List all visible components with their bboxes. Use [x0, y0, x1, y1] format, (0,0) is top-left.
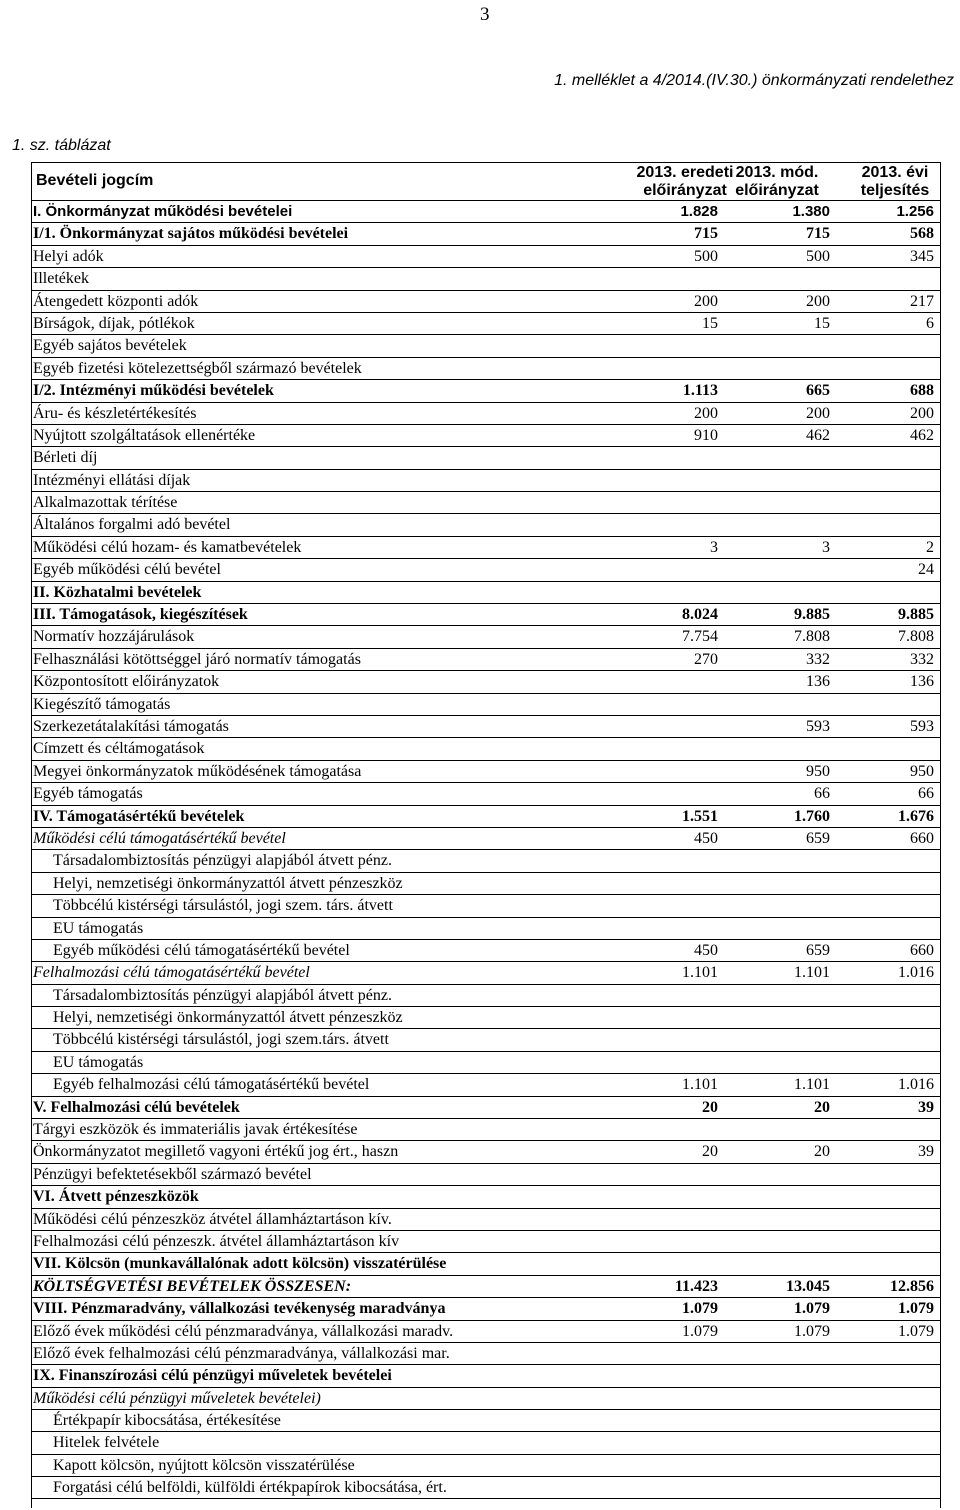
row-label: Felhasználási kötöttséggel járó normatív támogatás: [33, 650, 361, 668]
row-value-v3: 39: [918, 1143, 934, 1161]
table-row: [31, 1140, 940, 1162]
row-label: I/1. Önkormányzat sajátos működési bevételei: [33, 225, 349, 243]
row-value-v1: 11.423: [674, 1277, 718, 1295]
row-label: Alkalmazottak térítése: [33, 494, 178, 512]
table-row: [31, 849, 940, 871]
row-value-v1: 1.079: [682, 1322, 718, 1340]
table-row: [31, 379, 940, 401]
row-value-v2: 950: [806, 762, 830, 780]
table-row: [31, 737, 940, 759]
table-row: [31, 290, 940, 312]
row-value-v2: 1.079: [794, 1300, 830, 1318]
row-value-v2: 200: [806, 404, 830, 422]
row-value-v1: 3: [710, 538, 718, 556]
row-label: Címzett és céltámogatások: [33, 740, 205, 758]
row-label: Működési célú támogatásértékű bevétel: [33, 829, 286, 847]
row-label: V. Felhalmozási célú bevételek: [33, 1098, 240, 1116]
row-value-v1: 1.113: [682, 382, 718, 400]
row-label: Előző évek felhalmozási célú pénzmaradványa, vállalkozási mar.: [33, 1344, 450, 1362]
row-value-v2: 20: [814, 1098, 830, 1116]
table-row: [31, 894, 940, 916]
row-value-v3: 7.808: [898, 628, 934, 646]
row-label: Értékpapír kibocsátása, értékesítése: [53, 1412, 281, 1430]
row-label: Működési célú pénzügyi műveletek bevételei): [33, 1389, 321, 1407]
table-row: [31, 1364, 940, 1386]
row-label: Társadalombiztosítás pénzügyi alapjából átvett pénz.: [53, 852, 392, 870]
table-row: [31, 491, 940, 513]
table-row: [31, 805, 940, 827]
row-value-v2: 66: [814, 785, 830, 803]
table-row: [31, 1297, 940, 1319]
row-label: Szerkezetátalakítási támogatás: [33, 717, 229, 735]
row-label: Felhalmozási célú támogatásértékű bevétel: [33, 964, 310, 982]
table-row: [31, 1476, 940, 1498]
row-value-v1: 270: [694, 650, 718, 668]
table-row: [31, 558, 940, 580]
row-value-v3: 39: [918, 1098, 934, 1116]
table-border-right: [940, 162, 941, 1508]
header-original-estimate: 2013. eredeti előirányzat: [636, 164, 734, 199]
row-value-v2: 332: [806, 650, 830, 668]
row-label: EU támogatás: [53, 1053, 144, 1071]
table-row: [31, 1454, 940, 1476]
row-value-v1: 7.754: [682, 628, 718, 646]
header-modified-estimate: 2013. mód. előirányzat: [735, 164, 819, 199]
row-value-v2: 1.380: [792, 203, 830, 220]
table-row: [31, 760, 940, 782]
row-value-v1: 1.551: [682, 807, 718, 825]
table-row: [31, 1185, 940, 1207]
row-value-v2: 20: [814, 1143, 830, 1161]
row-label: Egyéb sajátos bevételek: [33, 337, 187, 355]
table-row: [31, 603, 940, 625]
row-label: VII. Kölcsön (munkavállalónak adott kölcsön) visszatérülése: [33, 1255, 447, 1273]
table-row: [31, 424, 940, 446]
row-label: Átengedett központi adók: [33, 292, 199, 310]
table-row: [31, 1387, 940, 1409]
row-label: Felhalmozási célú pénzeszk. átvétel államháztartáson kív: [33, 1232, 400, 1250]
row-label: KÖLTSÉGVETÉSI BEVÉTELEK ÖSSZESEN:: [33, 1277, 352, 1295]
row-value-v3: 345: [910, 247, 934, 265]
row-value-v3: 9.885: [898, 606, 934, 624]
table-row: [31, 939, 940, 961]
row-value-v3: 593: [910, 717, 934, 735]
row-label: Egyéb fizetési kötelezettségből származó bevételek: [33, 359, 362, 377]
table-row: [31, 1252, 940, 1274]
table-row: [31, 1006, 940, 1028]
table-row: [31, 1409, 940, 1431]
row-label: Társadalombiztosítás pénzügyi alapjából átvett pénz.: [53, 986, 392, 1004]
row-value-v1: 15: [702, 314, 718, 332]
row-value-v2: 1.101: [794, 964, 830, 982]
row-label: Bérleti díj: [33, 449, 98, 467]
row-value-v3: 568: [910, 225, 934, 243]
table-row: [31, 357, 940, 379]
row-label: Központosított előirányzatok: [33, 673, 220, 691]
row-label: Helyi, nemzetiségi önkormányzattól átvett pénzeszköz: [53, 874, 403, 892]
row-value-v1: 450: [694, 941, 718, 959]
table-header: [31, 162, 940, 201]
row-label: Egyéb működési célú bevétel: [33, 561, 221, 579]
row-label: Kiegészítő támogatás: [33, 695, 171, 713]
row-label: IX. Finanszírozási célú pénzügyi műveletek bevételei: [33, 1367, 392, 1385]
row-label: Pénzügyi befektetésekből származó bevétel: [33, 1165, 312, 1183]
row-value-v3: 950: [910, 762, 934, 780]
row-value-v2: 9.885: [794, 606, 830, 624]
row-value-v3: 1.016: [898, 964, 934, 982]
row-value-v2: 1.079: [794, 1322, 830, 1340]
row-label: Megyei önkormányzatok működésének támogatása: [33, 762, 362, 780]
row-value-v2: 200: [806, 292, 830, 310]
annex-reference: 1. melléklet a 4/2014.(IV.30.) önkormányzati rendelethez: [554, 72, 954, 89]
row-value-v3: 2: [926, 538, 934, 556]
row-value-v1: 1.828: [680, 203, 718, 220]
row-value-v3: 66: [918, 785, 934, 803]
row-value-v3: 332: [910, 650, 934, 668]
row-label: Nyújtott szolgáltatások ellenértéke: [33, 426, 256, 444]
row-value-v3: 136: [910, 673, 934, 691]
row-label: Hitelek felvétele: [53, 1434, 160, 1452]
table-row: [31, 1073, 940, 1095]
row-value-v1: 1.101: [682, 1076, 718, 1094]
row-label: VI. Átvett pénzeszközök: [33, 1188, 199, 1206]
table-row: [31, 402, 940, 424]
row-value-v2: 136: [806, 673, 830, 691]
row-label: II. Közhatalmi bevételek: [33, 583, 202, 601]
row-label: Egyéb támogatás: [33, 785, 143, 803]
row-value-v3: 462: [910, 426, 934, 444]
row-label: EU támogatás: [53, 919, 144, 937]
row-label: Kapott kölcsön, nyújtott kölcsön visszatérülése: [53, 1456, 355, 1474]
table-row: [31, 222, 940, 244]
table-row: [31, 827, 940, 849]
row-value-v1: 450: [694, 829, 718, 847]
header-actual: 2013. évi teljesítés: [860, 164, 930, 199]
row-label: Többcélú kistérségi társulástól, jogi szem.társ. átvett: [53, 1031, 389, 1049]
row-value-v3: 1.676: [898, 807, 934, 825]
table-row: [31, 1320, 940, 1342]
page-number: 3: [480, 4, 490, 25]
table-row: [31, 693, 940, 715]
row-label: I/2. Intézményi működési bevételek: [33, 382, 274, 400]
row-value-v2: 3: [822, 538, 830, 556]
row-value-v2: 462: [806, 426, 830, 444]
row-value-v1: 8.024: [682, 606, 718, 624]
table-row: [31, 469, 940, 491]
table-row: [31, 670, 940, 692]
table-row: [31, 536, 940, 558]
row-value-v2: 7.808: [794, 628, 830, 646]
row-value-v1: 500: [694, 247, 718, 265]
row-value-v3: 1.256: [896, 203, 934, 220]
row-value-v1: 1.079: [682, 1300, 718, 1318]
row-label: Helyi, nemzetiségi önkormányzattól átvett pénzeszköz: [53, 1009, 403, 1027]
table-row: [31, 1208, 940, 1230]
table-row: [31, 334, 940, 356]
header-revenue-title: Bevételi jogcím: [36, 172, 154, 189]
row-label: VIII. Pénzmaradvány, vállalkozási tevékenység maradványa: [33, 1300, 446, 1318]
table-row: [31, 625, 940, 647]
row-value-v1: 200: [694, 292, 718, 310]
row-value-v1: 20: [702, 1143, 718, 1161]
row-label: Tárgyi eszközök és immateriális javak értékesítése: [33, 1121, 358, 1139]
row-label: Illetékek: [33, 270, 89, 288]
row-label: Bírságok, díjak, pótlékok: [33, 314, 195, 332]
revenue-table-body: [31, 200, 940, 1499]
table-row: [31, 715, 940, 737]
row-value-v1: 200: [694, 404, 718, 422]
table-label: 1. sz. táblázat: [12, 137, 111, 154]
table-row: [31, 648, 940, 670]
table-row: [31, 1230, 940, 1252]
table-row: [31, 200, 940, 222]
table-row: [31, 1342, 940, 1364]
row-value-v3: 200: [910, 404, 934, 422]
table-row: [31, 446, 940, 468]
table-row: [31, 984, 940, 1006]
row-label: Működési célú hozam- és kamatbevételek: [33, 538, 302, 556]
row-label: Áru- és készletértékesítés: [33, 404, 197, 422]
row-value-v3: 1.079: [898, 1300, 934, 1318]
row-value-v3: 6: [926, 314, 934, 332]
table-row: [31, 1431, 940, 1453]
row-value-v2: 659: [806, 941, 830, 959]
row-label: Intézményi ellátási díjak: [33, 471, 191, 489]
row-label: III. Támogatások, kiegészítések: [33, 606, 248, 624]
table-row: [31, 1118, 940, 1140]
row-label: Egyéb működési célú támogatásértékű bevétel: [53, 941, 350, 959]
table-row: [31, 872, 940, 894]
row-value-v3: 1.079: [898, 1322, 934, 1340]
table-row: [31, 1096, 940, 1118]
row-value-v3: 12.856: [890, 1277, 934, 1295]
row-value-v2: 665: [806, 382, 830, 400]
row-label: Normatív hozzájárulások: [33, 628, 195, 646]
row-value-v1: 715: [694, 225, 718, 243]
row-value-v2: 1.760: [794, 807, 830, 825]
row-value-v1: 20: [702, 1098, 718, 1116]
row-label: I. Önkormányzat működési bevételei: [33, 203, 293, 220]
row-label: Önkormányzatot megillető vagyoni értékű jog ért., haszn: [33, 1143, 399, 1161]
row-value-v3: 24: [918, 561, 934, 579]
row-value-v1: 910: [694, 426, 718, 444]
table-row: [31, 267, 940, 289]
table-border-left: [31, 162, 32, 1508]
row-label: Működési célú pénzeszköz átvétel államháztartáson kív.: [33, 1210, 392, 1228]
table-row: [31, 245, 940, 267]
row-value-v3: 217: [910, 292, 934, 310]
row-value-v2: 13.045: [786, 1277, 830, 1295]
row-value-v3: 1.016: [898, 1076, 934, 1094]
row-value-v2: 15: [814, 314, 830, 332]
table-row: [31, 581, 940, 603]
row-value-v3: 660: [910, 829, 934, 847]
table-row: [31, 513, 940, 535]
row-label: IV. Támogatásértékű bevételek: [33, 807, 245, 825]
table-row: [31, 782, 940, 804]
table-row: [31, 1163, 940, 1185]
row-value-v2: 593: [806, 717, 830, 735]
row-value-v3: 660: [910, 941, 934, 959]
row-value-v2: 659: [806, 829, 830, 847]
row-label: Általános forgalmi adó bevétel: [33, 516, 231, 534]
row-value-v1: 1.101: [682, 964, 718, 982]
table-row: [31, 917, 940, 939]
row-label: Egyéb felhalmozási célú támogatásértékű bevétel: [53, 1076, 370, 1094]
row-value-v3: 688: [910, 382, 934, 400]
table-row: [31, 1028, 940, 1050]
row-value-v2: 500: [806, 247, 830, 265]
table-row: [31, 312, 940, 334]
row-label: Helyi adók: [33, 247, 104, 265]
row-value-v2: 715: [806, 225, 830, 243]
table-row: [31, 961, 940, 983]
row-value-v2: 1.101: [794, 1076, 830, 1094]
row-label: Többcélú kistérségi társulástól, jogi szem. társ. átvett: [53, 897, 393, 915]
table-row: [31, 1275, 940, 1297]
row-label: Forgatási célú belföldi, külföldi értékpapírok kibocsátása, ért.: [53, 1479, 447, 1497]
table-row: [31, 1051, 940, 1073]
row-label: Előző évek működési célú pénzmaradványa, vállalkozási maradv.: [33, 1322, 454, 1340]
